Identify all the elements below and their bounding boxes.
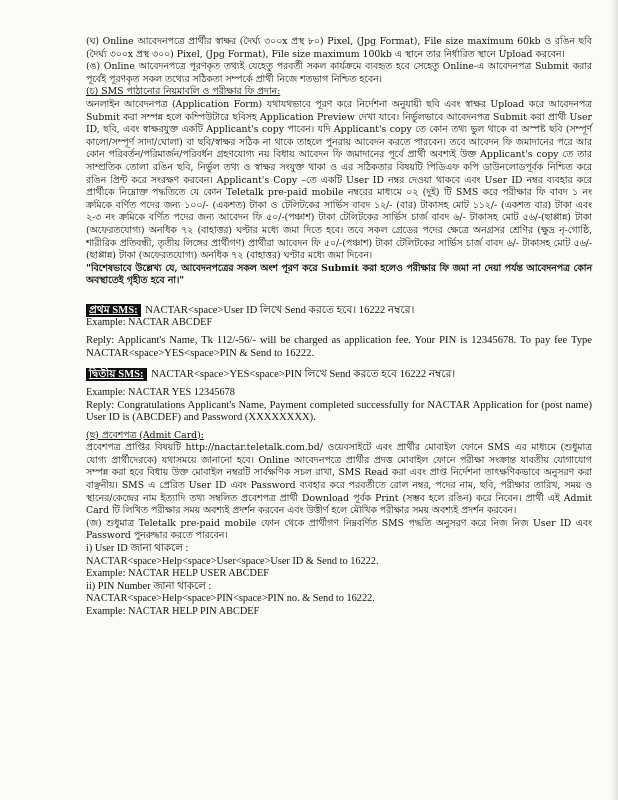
recovery-userid-command: NACTAR<space>Help<space>User<space>User ID & Send to 16222. bbox=[86, 555, 379, 567]
recovery-pin-example: Example: NACTAR HELP PIN ABCDEF bbox=[86, 606, 260, 617]
admit-body: প্রবেশপত্র প্রাপ্তির বিষয়টি http://nactar.teletalk.com.bd/ ওয়েবসাইটে এবং প্রার্থীর মোবাইল ফোনে SMS এর মাধ্যমে (শুধুমাত্র যোগ্য প্রার্থীদেরকে) যথাসময়ে জানানো হবে। Online আবেদনপত্রে প্রার্থীর প্রদত্ত মোবাইল ফোনে পরীক্ষা সংক্রান্ত যাবতীয় যোগাযোগ সম্পন্ন করা হবে বিধায় উক্ত মোবাইল নম্বরটি সার্বক্ষণিক সচল রাখা, SMS Read করা এবং প্রাপ্ত নির্দেশনা তাৎক্ষণিকভাবে অনুসরণ করা বাঞ্ছনীয়। SMS এ প্রেরিত User ID এবং Password ব্যবহার করে পরবর্তীতে রোল নম্বর, পদের নাম, ছবি, পরীক্ষার তারিখ, সময় ও স্থানের/কেন্দ্রের নাম ইত্যাদি তথ্য সম্বলিত প্রবেশপত্র প্রার্থী Download পূর্বক Print (সম্ভব হলে রঙিন) করে নিবেন। প্রার্থী এই Admit Card টি লিখিত পরীক্ষার সময় অবশ্যই প্রদর্শন করবেন এবং উত্তীর্ণ হলে মৌখিক পরীক্ষার সময় অবশ্যই প্রদর্শন করবেন। bbox=[86, 442, 592, 517]
recovery-pin-command: NACTAR<space>Help<space>PIN<space>PIN no. & Send to 16222. bbox=[86, 593, 375, 605]
second-sms-instruction bbox=[86, 368, 592, 381]
section-cha-warning: "বিশেষভাবে উল্লেখ্য যে, আবেদনপত্রের সকল অংশ পূরণ করে Submit করা হলেও পরীক্ষার ফি জমা না দেয়া পর্যন্ত আবেদনপত্র কোন অবস্থাতেই গৃহীত হবে না।" bbox=[86, 262, 592, 287]
scan-edge-shadow bbox=[610, 0, 618, 800]
first-sms-instruction bbox=[86, 304, 592, 317]
second-sms-label: দ্বিতীয় SMS: bbox=[86, 368, 147, 381]
recovery-pin-title: ii) PIN Number জানা থাকলে : bbox=[86, 580, 212, 592]
second-sms-example: Example: NACTAR YES 12345678 bbox=[86, 387, 235, 399]
first-sms-reply: Reply: Applicant's Name, Tk 112/-56/- will be charged as application fee. Your PIN is 12345678. To pay fee Type NACTAR<space>YES<space>PIN & Send to 16222. bbox=[86, 335, 592, 359]
recovery-intro: (জ) শুধুমাত্র Teletalk pre-paid mobile ফোন থেকে প্রার্থীগণ নিম্নবর্ণিত SMS পদ্ধতি অনুসরণ করে নিজ নিজ User ID এবং Password পুনরুদ্ধার করতে পারবেন। bbox=[86, 517, 592, 542]
section-gha: (ঘ) Online আবেদনপত্রে প্রার্থীর স্বাক্ষর (দৈর্ঘ্য ৩০০x প্রস্থ ৮০) Pixel, (Jpg Format), File size maximum 60kb ও রঙিন ছবি (দৈর্ঘ্য ৩০০x প্রস্থ ৩০০) Pixel, (Jpg Format), File size maximum 100kb এ স্থানে তার নির্ধারিত স্থানে Upload করবেন। bbox=[86, 36, 592, 60]
section-cha-heading: (চ) SMS পাঠানোর নিয়মাবলি ও পরীক্ষার ফি প্রদান: bbox=[86, 86, 281, 98]
admit-heading: (ছ) প্রবেশপত্র (Admit Card): bbox=[86, 429, 204, 441]
first-sms-example: Example: NACTAR ABCDEF bbox=[86, 316, 213, 328]
recovery-userid-title: i) User ID জানা থাকলে : bbox=[86, 543, 189, 555]
section-cha-body: অনলাইন আবেদনপত্র (Application Form) যথাযথভাবে পূরণ করে নির্দেশনা অনুযায়ী ছবি এবং স্বাক্ষর Upload করে আবেদনপত্র Submit করা সম্পন্ন হলে কম্পিউটারে ছবিসহ Application Preview দেখা যাবে। নির্ভুলভাবে আবেদনপত্র Submit করা প্রার্থী User ID, ছবি, এবং স্বাক্ষরযুক্ত একটি Applicant's copy পাবেন। যদি Applicant's copy তে কোন তথ্য ভুল থাকে বা অস্পষ্ট ছবি (সম্পূর্ণ কালো/সম্পূর্ণ সাদা/ঘোলা) বা ছবি/স্বাক্ষর সঠিক না থাকে তাহলে পুনরায় আবেদন করতে পারবেন। তবে আবেদন ফি জমাদানের পরে আর কোন পরিবর্তন/পরিমার্জন/পরিবর্ধন গ্রহণযোগ্য নয় বিধায় আবেদন ফি জমাদানের পূর্বে প্রার্থী অবশ্যই উক্ত Applicant's copy তে তার সাম্প্রতিক তোলা রঙিন ছবি, নির্ভুল তথ্য ও স্বাক্ষর সংযুক্ত থাকা ও এর সঠিকতার বিষয়টি পিডিএফ কপি ডাউনলোডপূর্বক নিশ্চিত করে রঙিন প্রিন্ট করে সংরক্ষণ করবেন। Applicant's Copy –তে একটি User ID নম্বর দেওয়া থাকবে এবং User ID নম্বর ব্যবহার করে প্রার্থীকে নিম্নোক্ত পদ্ধতিতে যে কোন Teletalk pre-paid mobile নম্বরের মাধ্যমে ০২ (দুই) টি SMS করে পরীক্ষার ফি বাবদ ১ নং ক্রমিকে বর্ণিত পদের জন্য ১০০/- (একশত) টাকা ও টেলিটকের সার্ভিস বাবদ ১২/- (বার) টাকাসহ মোট ১১২/- (একশত বার) টাকা এবং ২-৩ নং ক্রমিকে বর্ণিত পদের জন্য আবেদন ফি ৫০/-(পঞ্চাশ) টাকা টেলিটকের সার্ভিস চার্জ বাবদ ৬/- টাকাসহ মোট ৫৬/-(ছাপ্পান্ন) টাকা (অফেরতযোগ্য) অনধিক ৭২ (বাহাত্তর) ঘণ্টার মধ্যে জমা দিতে হবে। তবে সকল গ্রেডের পদের ক্ষেত্রে অনগ্রসর শ্রেণির (ক্ষুদ্র নৃ-গোষ্ঠি, শারীরিক প্রতিবন্ধী, তৃতীয় লিঙ্গের প্রার্থীগণ) প্রার্থীরা আবেদন ফি ৫০/-(পঞ্চাশ) টাকা টেলিটকের সার্ভিস চার্জ বাবদ ৬/- টাকাসহ মোট ৫৬/-(ছাপ্পান্ন) টাকা (অফেরতযোগ্য) অনধিক ৭২ (বাহাত্তর) ঘণ্টার মধ্যে জমা দিবেন। bbox=[86, 98, 592, 262]
recovery-userid-example: Example: NACTAR HELP USER ABCDEF bbox=[86, 568, 270, 580]
document-page bbox=[86, 36, 592, 619]
second-sms-text: NACTAR<space>YES<space>PIN লিখে Send করতে হবে 16222 নম্বরে। bbox=[151, 369, 456, 381]
first-sms-text: NACTAR<space>User ID লিখে Send করতে হবে। 16222 নম্বরে। bbox=[145, 304, 415, 316]
first-sms-label: প্রথম SMS: bbox=[86, 304, 141, 317]
second-sms-reply: Reply: Congratulations Applicant's Name, Payment completed successfully for NACTAR Application for (post name) User ID is (ABCDEF) and Password (XXXXXXXX). bbox=[86, 399, 592, 424]
section-uma: (ঙ) Online আবেদনপত্রে পূরণকৃত তথ্যই যেহেতু পরবর্তী সকল কার্যক্রমে ব্যবহৃত হবে সেহেতু Online-এ আবেদনপত্র Submit করার পূর্বেই পূরণকৃত সকল তথ্যের সঠিকতা সম্পর্কে প্রার্থী নিজে শতভাগ নিশ্চিত হবেন। bbox=[86, 61, 592, 85]
